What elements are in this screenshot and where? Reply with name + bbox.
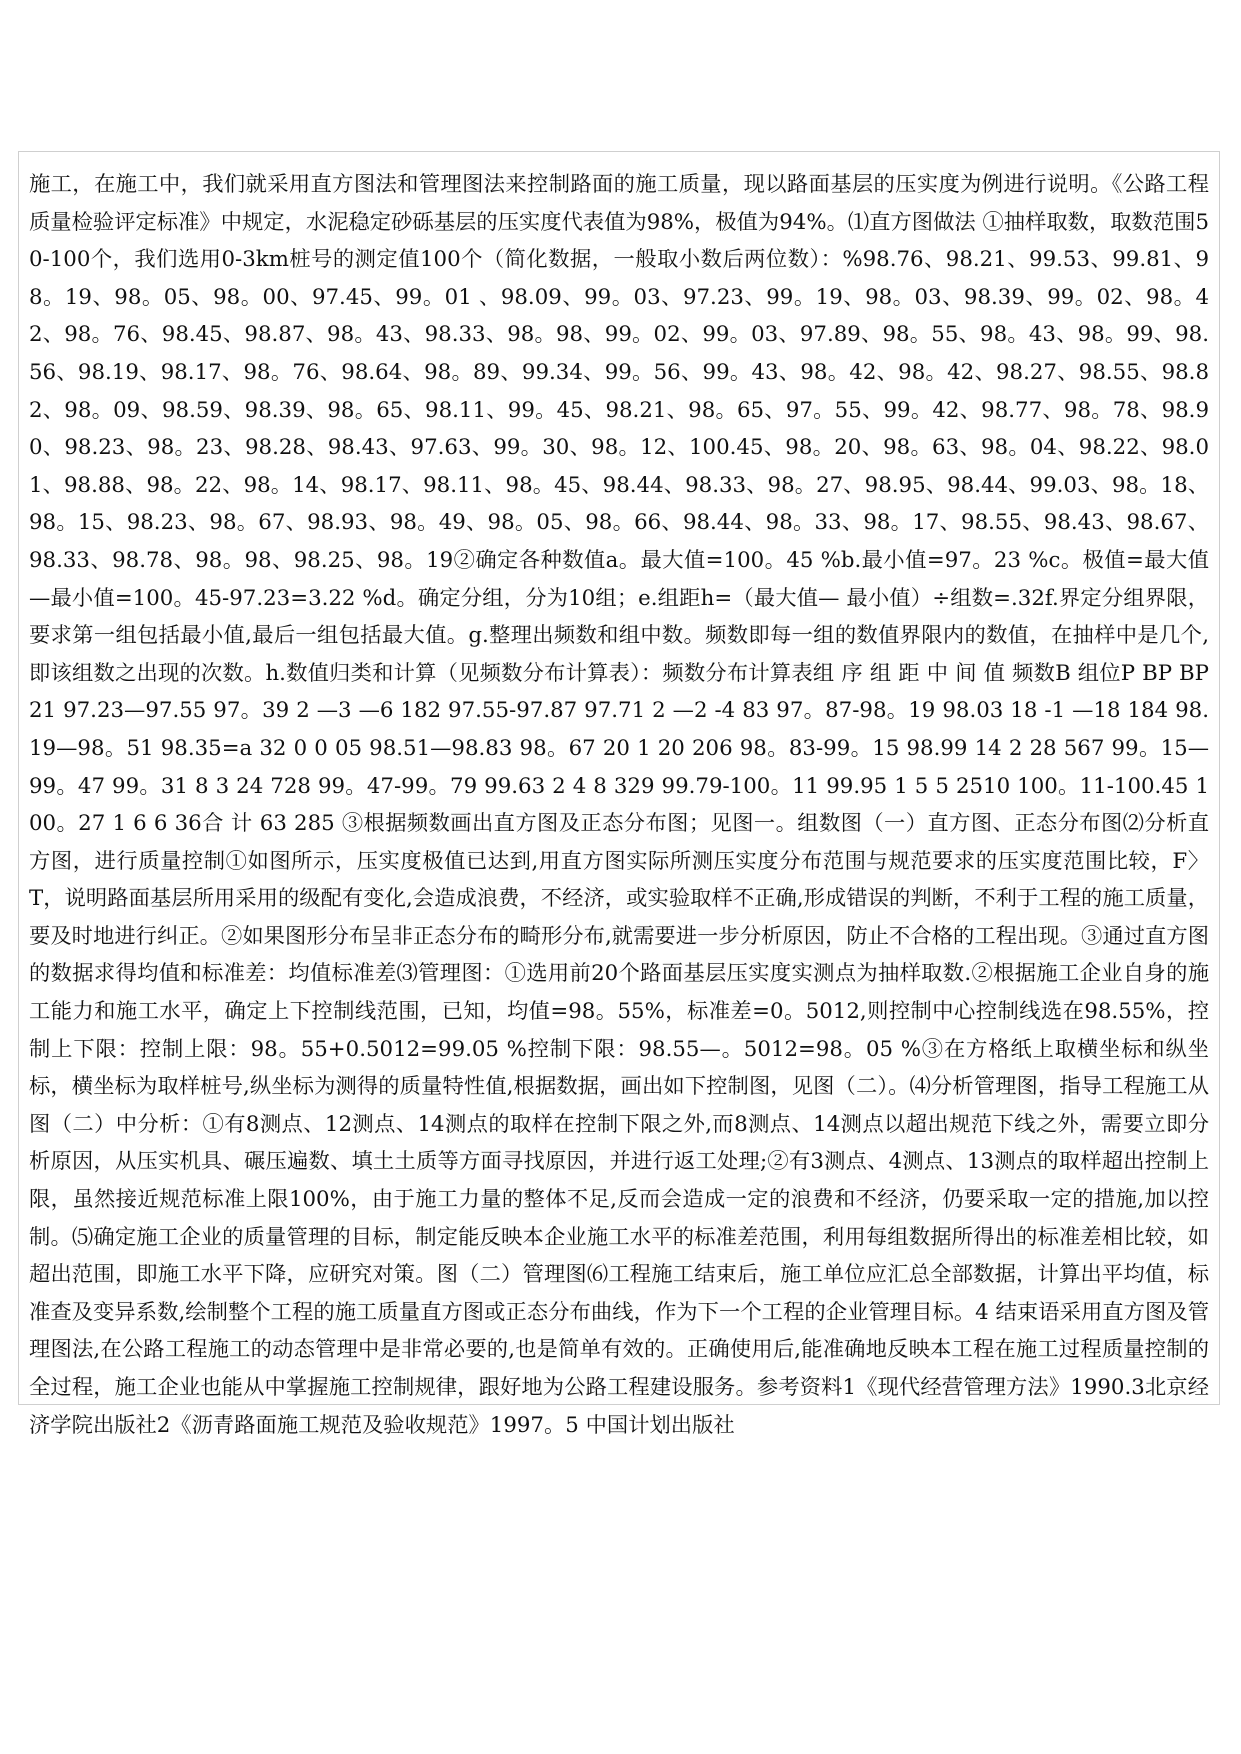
document-page: [18, 151, 1220, 1438]
document-body-text: 施工，在施工中，我们就采用直方图法和管理图法来控制路面的施工质量，现以路面基层的压实度为例进行说明。《公路工程质量检验评定标准》中规定，水泥稳定砂砾基层的压实度代表值为98%，极值为94%。⑴直方图做法 ①抽样取数，取数范围50-100个，我们选用0-3km桩号的测定值100个（简化数据，一般取小数后两位数）：%98.76、98.21、99.53、99.81、98。19、98。05、98。00、97.45、99。01 、98.09、99。03、97.23、99。19、98。03、98.39、99。02、98。42、98。76、98.45、98.87、98。43、98.33、98。98、99。02、99。03、97.89、98。55、98。43、98。99、98.56、98.19、98.17、98。76、98.64、98。89、99.34、99。56、99。43、98。42、98。42、98.27、98.55、98.82、98。09、98.59、98.39、98。65、98.11、99。45、98.21、98。65、97。55、99。42、98.77、98。78、98.90、98.23、98。23、98.28、98.43、97.63、99。30、98。12、100.45、98。20、98。63、98。04、98.22、98.01、98.88、98。22、98。14、98.17、98.11、98。45、98.44、98.33、98。27、98.95、98.44、99.03、98。18、98。15、98.23、98。67、98.93、98。49、98。05、98。66、98.44、98。33、98。17、98.55、98.43、98.67、98.33、98.78、98。98、98.25、98。19②确定各种数值a。最大值=100。45 %b.最小值=97。23 %c。极值=最大值—最小值=100。45-97.23=3.22 %d。确定分组，分为10组；e.组距h=（最大值— 最小值）÷组数=.32f.界定分组界限，要求第一组包括最小值,最后一组包括最大值。g.整理出频数和组中数。频数即每一组的数值界限内的数值，在抽样中是几个,即该组数之出现的次数。h.数值归类和计算（见频数分布计算表）：频数分布计算表组 序 组 距 中 间 值 频数B 组位P BP BP21 97.23—97.55 97。39 2 —3 —6 182 97.55-97.87 97.71 2 —2 -4 83 97。87-98。19 98.03 18 -1 —18 184 98.19—98。51 98.35=a 32 0 0 05 98.51—98.83 98。67 20 1 20 206 98。83-99。15 98.99 14 2 28 567 99。15—99。47 99。31 8 3 24 728 99。47-99。79 99.63 2 4 8 329 99.79-100。11 99.95 1 5 5 2510 100。11-100.45 100。27 1 6 6 36合 计 63 285 ③根据频数画出直方图及正态分布图；见图一。组数图（一）直方图、正态分布图⑵分析直方图，进行质量控制①如图所示，压实度极值已达到,用直方图实际所测压实度分布范围与规范要求的压实度范围比较，F〉T，说明路面基层所用采用的级配有变化,会造成浪费，不经济，或实验取样不正确,形成错误的判断，不利于工程的施工质量，要及时地进行纠正。②如果图形分布呈非正态分布的畸形分布,就需要进一步分析原因，防止不合格的工程出现。③通过直方图的数据求得均值和标准差：均值标准差⑶管理图：①选用前20个路面基层压实度实测点为抽样取数.②根据施工企业自身的施工能力和施工水平，确定上下控制线范围，已知，均值=98。55%，标准差=0。5012,则控制中心控制线选在98.55%，控制上下限：控制上限：98。55+0.5012=99.05 %控制下限：98.55—。5012=98。05 %③在方格纸上取横坐标和纵坐标，横坐标为取样桩号,纵坐标为测得的质量特性值,根据数据，画出如下控制图，见图（二）。⑷分析管理图，指导工程施工从图（二）中分析：①有8测点、12测点、14测点的取样在控制下限之外,而8测点、14测点以超出规范下线之外，需要立即分析原因，从压实机具、碾压遍数、填土土质等方面寻找原因，并进行返工处理;②有3测点、4测点、13测点的取样超出控制上限，虽然接近规范标准上限100%，由于施工力量的整体不足,反而会造成一定的浪费和不经济，仍要采取一定的措施,加以控制。⑸确定施工企业的质量管理的目标，制定能反映本企业施工水平的标准差范围，利用每组数据所得出的标准差相比较，如超出范围，即施工水平下降，应研究对策。图（二）管理图⑹工程施工结束后，施工单位应汇总全部数据，计算出平均值，标准查及变异系数,绘制整个工程的施工质量直方图或正态分布曲线，作为下一个工程的企业管理目标。4 结束语采用直方图及管理图法,在公路工程施工的动态管理中是非常必要的,也是简单有效的。正确使用后,能准确地反映本工程在施工过程质量控制的全过程，施工企业也能从中掌握施工控制规律，跟好地为公路工程建设服务。参考资料1《现代经营管理方法》1990.3北京经济学院出版社2《沥青路面施工规范及验收规范》1997。5 中国计划出版社: [29, 172, 1209, 1438]
